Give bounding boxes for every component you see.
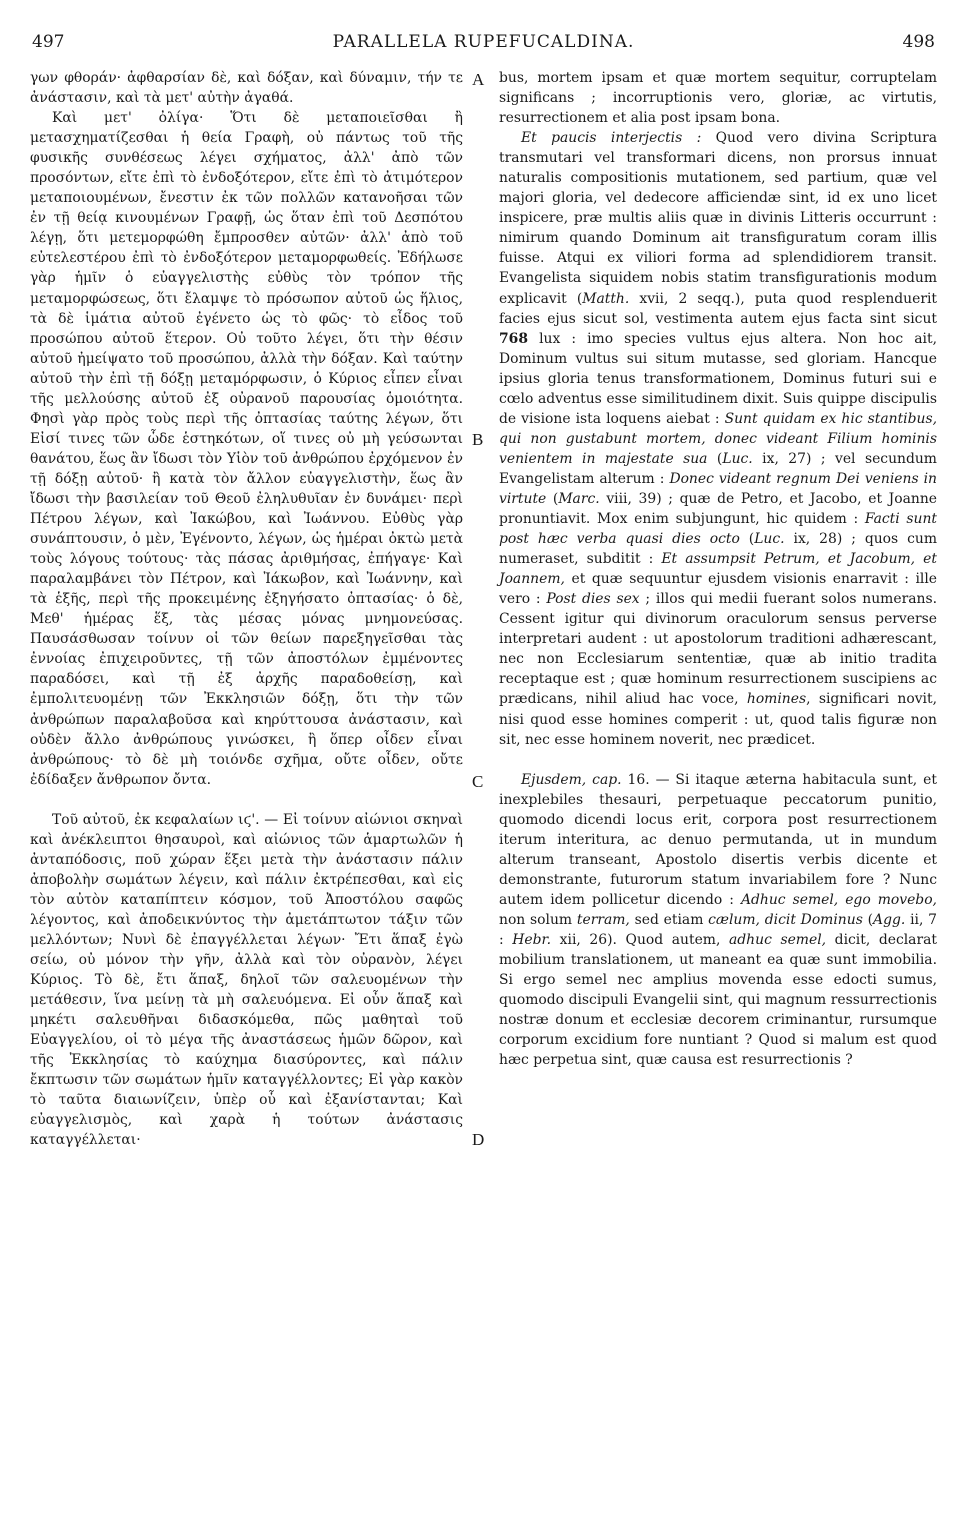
latin-quote: adhuc semel, [729, 931, 827, 948]
latin-text: non solum [499, 911, 577, 928]
running-title: PARALLELA RUPEFUCALDINA. [332, 32, 635, 52]
latin-reference: Matth. [582, 290, 630, 307]
latin-quote: terram, [576, 911, 630, 928]
latin-text: , significari novit, nisi quod esse homines comperit : ut, quod talis figuræ non sit, nec esse hominem noverit, nec prædicet. [499, 691, 937, 748]
latin-text: xii, 26). Quod autem, [551, 931, 729, 948]
latin-text: viii, 39) ; quæ de Petro, et Jacobo, et Joanne pronuntiavit. Mox enim subjungunt, hic quidem : [499, 490, 937, 528]
column-number: 768 [499, 330, 528, 347]
latin-text: lux : imo species vultus ejus altera. Non hoc ait, Dominum vultus sui situm mutasse, sed gloriam. Hancque ipsius gloria tenus transformationem, Dominus futuri sui e cœlo adventus esse similitudinem dixit. Suis quippe discipulis de visione ista loquens aiebat : [499, 330, 937, 427]
latin-text: Quod vero divina Scriptura transmutari vel transformari dicens, non prorsus innuat naturalis compositionis mutationem, sed partium, quæ vel majori gloria, vel dedecore afficiendæ sint, id ex uno licet inspicere, præ multis aliis quæ in divinis Litteris occurrunt : nimirum quando Dominum ait transfiguratum coram illis fuisse. Atqui ex viliori forma ad splendidiorem transit. Evangelista siquidem nobis statim transfigurationis modum explicavit ( [499, 130, 937, 307]
latin-reference: Luc. [754, 531, 785, 548]
greek-paragraph-3: Τοῦ αὐτοῦ, ἐκ κεφαλαίων ιϛ'. — Εἰ τοίνυν αἰώνιοι σκηναὶ καὶ ἀνέκλειπτοι θησαυροὶ, καὶ αἰώνιος τῶν ἁμαρτωλῶν ἡ ἀνταπόδοσις, ποῦ χώραν ἕξει μετὰ τὴν ἀνάστασιν πάλιν ἀποβολὴν σωμάτων λέγειν, καὶ πάλιν ἐκτρέπεσθαι, καὶ εἰς τὸν αὐτὸν καταπίπτειν κόσμον, τοῦ Ἀποστόλου σαφῶς λέγοντος, καὶ ἀποδεικνύντος τὴν ἀμετάπτωτον τάξιν τῶν μελλόντων; Νυνὶ δὲ ἐπαγγέλλεται λέγων· Ἔτι ἅπαξ ἐγὼ σείω, οὐ μόνον τὴν γῆν, ἀλλὰ καὶ τὸν οὐρανὸν, λέγει Κύριος. Τὸ δὲ, ἔτι ἅπαξ, δηλοῖ τῶν σαλευομένων τὴν μετάθεσιν, ἵνα μείνῃ τὰ μὴ σαλευόμενα. Εἰ οὖν ἅπαξ καὶ μηκέτι σαλευθῆναι διδασκόμεθα, πῶς μαθηταὶ τοῦ Εὐαγγελίου, οἱ τὸ μέγα τῆς ἀναστάσεως ἡμῶν δῶρον, καὶ τῆς Ἐκκλησίας τὸ καύχημα διασύροντες, καὶ πάλιν ἔκπτωσιν τῶν σωμάτων ἡμῖν καταγγέλλοντες; Εἰ γὰρ κακὸν τὸ ταῦτα διαιωνίζειν, ὑπὲρ οὗ καὶ ἐξανίστανται; Καὶ εὐαγγελισμὸς, καὶ χαρὰ ἡ τούτων ἀνάστασις καταγγέλλεται· [30, 811, 463, 1149]
latin-reference: Marc. [558, 490, 600, 507]
latin-quote: Donec videant regnum Dei veniens in virtute [499, 470, 937, 507]
latin-quote: cælum, dicit Dominus [708, 911, 863, 928]
greek-paragraph-1: γων φθοράν· ἀφθαρσίαν δὲ, καὶ δόξαν, καὶ δύναμιν, τήν τε ἀνάστασιν, καὶ τὰ μετ' αὐτὴν ἀγαθά. [30, 70, 463, 107]
page-number-right: 498 [902, 32, 935, 52]
latin-text: ( [739, 531, 755, 548]
latin-reference: Luc. [722, 450, 753, 467]
latin-quote: homines [746, 691, 807, 708]
latin-text: ( [862, 911, 874, 928]
latin-text: sed etiam [629, 911, 709, 928]
latin-text: ix, 27) ; vel secundum Evangelistam alterum : [499, 450, 937, 487]
latin-quote: Et assumpsit Petrum, et Jacobum, et Joannem, [499, 551, 937, 588]
latin-reference: Hebr. [512, 931, 552, 948]
latin-text: et quæ sequuntur ejusdem visionis enarravit : ille vero : [499, 571, 937, 608]
greek-column [30, 68, 463, 1150]
latin-text: 16. — Si itaque æterna habitacula sunt, et inexplebiles thesauri, perpetuaque peccatorum punitio, quomodo dicendi locus erit, corpora post resurrectionem iterum interitura, ac denuo permutanda, ut in mundum alterum transeant, Apostolo disertis verbis dicente et demonstrante, futurorum statum invariabilem fore ? Nunc autem idem pollicetur dicendo : [499, 771, 937, 908]
section-marker-d: D [472, 1130, 485, 1149]
latin-quote: Facti sunt post hæc verba quasi dies octo [499, 511, 937, 548]
latin-quote: Adhuc semel, ego movebo, [740, 891, 937, 908]
latin-lead-phrase: Et paucis interjectis : [521, 130, 702, 147]
page-number-left: 497 [32, 32, 65, 52]
latin-paragraph-1: bus, mortem ipsam et quæ mortem sequitur, corruptelam significans ; incorruptionis vero, gloriæ, ac virtutis, resurrectionem et alia post ipsam bona. [499, 70, 937, 127]
latin-lead-phrase: Ejusdem, cap. [521, 771, 622, 788]
latin-paragraph-3 [499, 770, 937, 1071]
latin-quote: Sunt quidam ex hic stantibus, qui non gustabunt mortem, donec videant Filium hominis venientem in majestate sua [499, 410, 937, 467]
section-marker-b: B [472, 430, 484, 449]
latin-text: dicit, declarat mobilium translationem, ut maneant ea quæ sunt immobilia. Si ergo semel nec amplius movenda esse edocti sumus, quomodo discipuli Evangelii sint, qui magnum ressurrectionis nostræ donum et ecclesiæ decorem criminantur, rursumque corporum excidium fore nuntiant ? Quod si malum est quod hæc perpetua sint, quæ causa est resurrectionis ? [499, 931, 937, 1069]
section-marker-c: C [472, 772, 484, 791]
latin-reference: Agg. [873, 911, 906, 928]
greek-paragraph-2: Καὶ μετ' ὀλίγα· Ὅτι δὲ μεταποιεῖσθαι ἢ μετασχηματίζεσθαι ἡ θεία Γραφὴ, οὐ πάντως τοῦ τῆς φυσικῆς συνθέσεως λέγει σχήματος, ἀλλ' ἀπὸ τῶν προσόντων, εἴτε ἐπὶ τὸ ἐνδοξότερον, εἴτε ἐπὶ τὸ ἀτιμότερον μεταποιουμένων, ἔνεστιν ἐκ τῶν πολλῶν κατανοῆσαι τῶν ἐν τῇ θείᾳ κινουμένων Γραφῇ, ὡς ὅταν ἐπὶ τοῦ Δεσπότου λέγῃ, ὅτι μετεμορφώθη ἔμπροσθεν αὐτῶν· ἀλλ' ἀπὸ τοῦ εὐτελεστέρου ἐπὶ τὸ ἐνδοξότερον μεταμορφωθείς. Ἐδήλωσε γὰρ ἡμῖν ὁ εὐαγγελιστὴς εὐθὺς τὸν τρόπον τῆς μεταμορφώσεως, ὅτι ἔλαμψε τὸ πρόσωπον αὐτοῦ ὡς ἥλιος, τὰ δὲ ἱμάτια αὐτοῦ ἐγένετο ὡς τὸ φῶς· τὸ εἶδος τοῦ προσώπου αὐτοῦ ἕτερον. Οὐ τοῦτο λέγει, ὅτι τὴν θέσιν αὐτοῦ ἠμείψατο τοῦ προσώπου, ἀλλὰ τὴν δόξαν. Καὶ ταύτην αὐτοῦ τὴν ἐπὶ τῇ δόξῃ μεταμόρφωσιν, ὁ Κύριος εἶπεν εἶναι τῆς μελλούσης αὐτοῦ ἐξ οὐρανοῦ παρουσίας ὁμοιότητα. Φησὶ γὰρ πρὸς τοὺς περὶ τῆς ὀπτασίας ταύτης λέγων, ὅτι Εἰσί τινες τῶν ὧδε ἑστηκότων, οἵ τινες οὐ μὴ γεύσωνται θανάτου, ἕως ἂν ἴδωσι τὸν Υἱὸν τοῦ ἀνθρώπου ἐρχόμενον ἐν τῇ δόξῃ αὐτοῦ· ἢ κατὰ τὸν ἄλλον εὐαγγελιστὴν, ἕως ἂν ἴδωσι τὴν βασιλείαν τοῦ Θεοῦ ἐληλυθυῖαν ἐν δυνάμει· περὶ Πέτρου λέγων, καὶ Ἰακώβου, καὶ Ἰωάννου. Εὐθὺς γὰρ συνάπτουσιν, ὁ μὲν, Ἐγένοντο, λέγων, ὡς ἡμέραι ὀκτὼ μετὰ τοὺς λόγους τούτους· τὰς πάσας ἀριθμήσας, ἐπήγαγε· Καὶ παραλαμβάνει τὸν Πέτρον, καὶ Ἰάκωβον, καὶ Ἰωάννην, καὶ τὰ ἑξῆς, περὶ τῆς προκειμένης ἐξηγήσατο ὀπτασίας· ὁ δὲ, Μεθ' ἡμέρας ἕξ, τὰς μέσας μόνας μνημονεύσας. Παυσάσθωσαν τοίνυν οἱ τῶν θείων παρεξηγεῖσθαι τὰς ἐννοίας ἐπιχειροῦντες, τῇ τῶν ἀποστόλων ἐμμένοντες παραδόσει, καὶ τῇ ἐξ ἀρχῆς παραδοθείσῃ, καὶ ἐμπολιτευομένῃ τῶν Ἐκκλησιῶν δόξῃ, ὅτι τὴν τῶν ἀνθρώπων παραλαβοῦσα καὶ κηρύττουσα ἀνάστασιν, καὶ οὐδὲν ἄλλο ἀνθρώπους γινώσκει, ἢ ὅπερ οἶδεν εἶναι ἀνθρώπους· τὸ δὲ μὴ τοιόνδε σχῆμα, οὔτε οἶδεν, οὔτε ἐδίδαξεν ἄνθρωπον ὄντα. [30, 110, 463, 788]
latin-column [499, 68, 937, 1070]
latin-text: ( [546, 490, 559, 507]
latin-text: ; illos qui medii fuerant solos numerans. Cessent igitur qui divinorum oraculorum sensus perverse interpretari audent : ut apostolorum traditioni adhærescant, nec non Ecclesiarum sententiæ, quæ ab initio tradita receptaque est ; quæ hominum resurrectionem suscipiens ac prædicans, nihil aliud hac voce, [499, 591, 937, 708]
latin-text: ( [707, 450, 723, 467]
latin-text: ix, 28) ; quos cum numeraset, subditit : [499, 531, 937, 568]
latin-text: xvii, 2 seqq.), puta quod resplenduerit facies ejus sicut sol, vestimenta autem ejus facta sint sicut [499, 290, 937, 327]
section-marker-a: A [472, 70, 485, 89]
latin-paragraph-2 [499, 128, 937, 749]
latin-quote: Post dies sex [546, 591, 640, 608]
page-header [30, 32, 937, 62]
latin-text: ii, 7 : [499, 911, 937, 948]
